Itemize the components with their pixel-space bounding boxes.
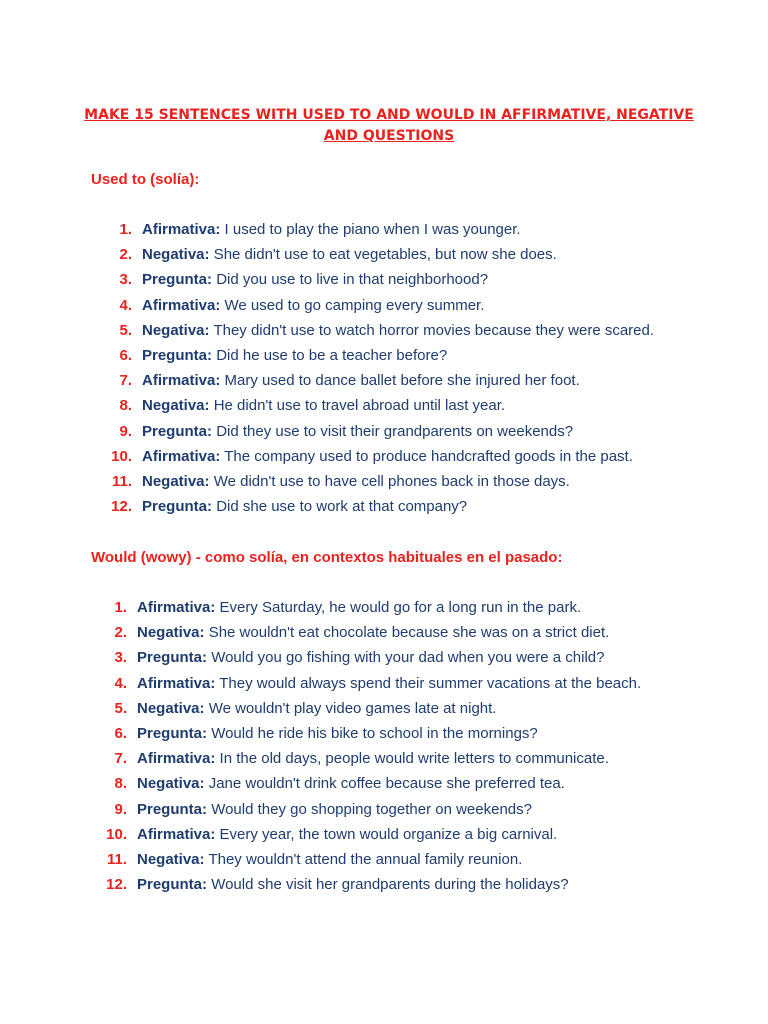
sentence-type-label: Pregunta:	[142, 422, 213, 440]
item-text	[137, 797, 532, 822]
sentence-type-label: Pregunta:	[137, 876, 208, 894]
example-sentence: Would they go shopping together on weekends?	[211, 800, 532, 818]
item-number: 7.	[119, 372, 132, 390]
item-number: 5.	[119, 321, 132, 339]
sentence-type-label: Negativa:	[137, 624, 205, 642]
item-number: 1.	[114, 599, 127, 616]
example-sentence: They wouldn't attend the annual family reunion.	[208, 850, 523, 868]
would-heading: Would (wowy) - como solía, en contextos habituales en el pasado:	[91, 549, 563, 566]
example-sentence: She didn't use to eat vegetables, but now she does.	[213, 246, 557, 264]
item-text	[137, 872, 569, 897]
item-number: 1.	[119, 221, 132, 238]
item-text	[137, 620, 609, 645]
sentence-type-label: Pregunta:	[142, 346, 213, 364]
example-sentence: They didn't use to watch horror movies because they were scared.	[213, 321, 655, 339]
example-sentence: We didn't use to have cell phones back in those days.	[213, 472, 570, 490]
sentence-type-label: Afirmativa:	[137, 599, 216, 616]
item-text	[137, 671, 641, 696]
item-text	[137, 847, 522, 872]
item-text	[142, 419, 573, 444]
item-number: 7.	[114, 750, 127, 768]
example-sentence: I used to play the piano when I was younger.	[224, 221, 521, 238]
sentence-type-label: Negativa:	[137, 850, 205, 868]
sentence-type-label: Negativa:	[137, 699, 205, 717]
item-number: 8.	[114, 775, 127, 793]
example-sentence: He didn't use to travel abroad until last year.	[213, 397, 506, 415]
example-sentence: Did they use to visit their grandparents on weekends?	[216, 422, 574, 440]
item-text	[142, 368, 580, 393]
sentence-type-label: Pregunta:	[137, 724, 208, 742]
item-number: 4.	[119, 296, 132, 314]
sentence-type-label: Afirmativa:	[142, 447, 221, 465]
sentence-type-label: Pregunta:	[137, 649, 208, 667]
example-sentence: Every year, the town would organize a big carnival.	[219, 825, 558, 843]
item-number: 12.	[106, 876, 127, 894]
item-number: 8.	[119, 397, 132, 415]
sentence-type-label: Afirmativa:	[137, 825, 216, 843]
item-number: 9.	[119, 422, 132, 440]
item-text	[137, 746, 609, 771]
example-sentence: In the old days, people would write letters to communicate.	[219, 750, 609, 768]
item-number: 5.	[114, 699, 127, 717]
sentence-type-label: Afirmativa:	[142, 372, 221, 390]
item-text	[142, 318, 654, 343]
item-number: 9.	[114, 800, 127, 818]
item-text	[142, 217, 521, 242]
item-number: 2.	[114, 624, 127, 642]
item-text	[137, 822, 557, 847]
item-number: 6.	[114, 724, 127, 742]
sentence-type-label: Pregunta:	[142, 498, 213, 516]
sentence-type-label: Negativa:	[142, 246, 210, 264]
item-text	[142, 444, 633, 469]
example-sentence: Did you use to live in that neighborhood?	[216, 271, 489, 289]
item-number: 12.	[111, 498, 132, 516]
example-sentence: Would you go fishing with your dad when you were a child?	[211, 649, 605, 667]
sentence-type-label: Negativa:	[142, 397, 210, 415]
item-number: 4.	[114, 674, 127, 692]
sentence-type-label: Afirmativa:	[142, 221, 221, 238]
example-sentence: We used to go camping every summer.	[224, 296, 485, 314]
item-text	[137, 696, 496, 721]
item-number: 3.	[114, 649, 127, 667]
example-sentence: Would she visit her grandparents during the holidays?	[211, 876, 569, 894]
item-number: 11.	[111, 472, 132, 490]
example-sentence: Jane wouldn't drink coffee because she preferred tea.	[208, 775, 565, 793]
used-to-heading: Used to (solía):	[91, 171, 200, 188]
item-text	[137, 721, 538, 746]
sentence-type-label: Negativa:	[142, 321, 210, 339]
sentence-type-label: Afirmativa:	[137, 750, 216, 768]
example-sentence: Did she use to work at that company?	[216, 498, 468, 516]
sentence-type-label: Pregunta:	[142, 271, 213, 289]
example-sentence: She wouldn't eat chocolate because she was on a strict diet.	[208, 624, 610, 642]
sentence-type-label: Afirmativa:	[137, 674, 216, 692]
item-text	[142, 393, 505, 418]
item-text	[142, 469, 570, 494]
example-sentence: Every Saturday, he would go for a long run in the park.	[219, 599, 582, 616]
document-title: MAKE 15 SENTENCES WITH USED TO AND WOULD IN AFFIRMATIVE, NEGATIVE AND QUESTIONS	[84, 107, 694, 144]
item-number: 10.	[106, 825, 127, 843]
item-number: 2.	[119, 246, 132, 264]
item-text	[137, 645, 604, 670]
example-sentence: They would always spend their summer vacations at the beach.	[219, 674, 642, 692]
item-text	[137, 771, 565, 796]
example-sentence: Would he ride his bike to school in the mornings?	[211, 724, 538, 742]
sentence-type-label: Afirmativa:	[142, 296, 221, 314]
sentence-type-label: Negativa:	[137, 775, 205, 793]
example-sentence: We wouldn't play video games late at night.	[208, 699, 497, 717]
example-sentence: Did he use to be a teacher before?	[216, 346, 448, 364]
item-number: 11.	[106, 850, 127, 868]
sentence-type-label: Negativa:	[142, 472, 210, 490]
sentence-type-label: Pregunta:	[137, 800, 208, 818]
example-sentence: Mary used to dance ballet before she injured her foot.	[224, 372, 580, 390]
item-number: 3.	[119, 271, 132, 289]
item-text	[137, 595, 581, 620]
item-text	[142, 494, 467, 519]
item-text	[142, 267, 488, 292]
item-number: 10.	[111, 447, 132, 465]
item-text	[142, 242, 557, 267]
example-sentence: The company used to produce handcrafted goods in the past.	[224, 447, 633, 465]
item-text	[142, 293, 484, 318]
item-text	[142, 343, 447, 368]
item-number: 6.	[119, 346, 132, 364]
